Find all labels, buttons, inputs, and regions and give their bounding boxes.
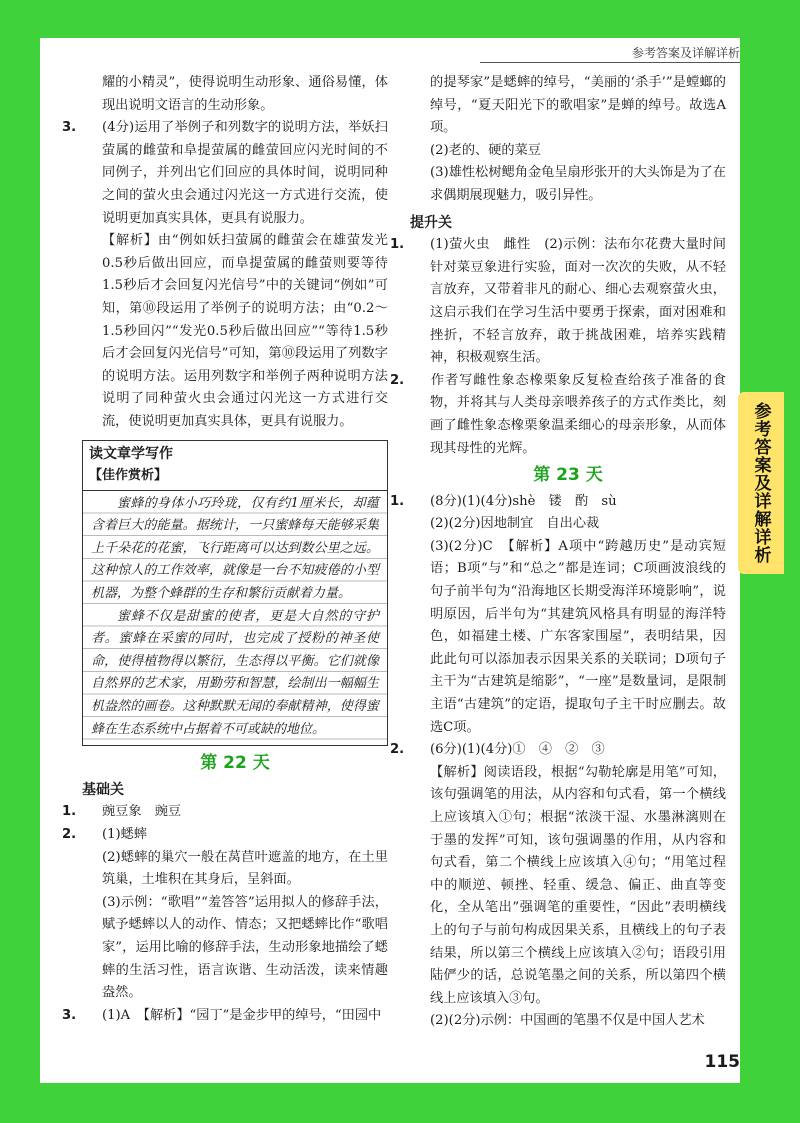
answer-text: (1)萤火虫 雌性 (2)示例：法布尔花费大量时间针对菜豆象进行实验，面对一次次的失败，从不轻言放弃，又带着非凡的耐心、细心去观察萤火虫，这启示我们在学习生活中要勇于探索，面对困难和挫折，不轻言放弃，敢于挑战困难，培养实践精神，积极观察生活。	[430, 237, 726, 366]
answer-text: (3)(2分)C 【解析】A项中“跨越历史”是动宾短语；B项“与”和“总之”都是连词；C项画波浪线的句子前半句为“沿海地区长期受海洋环境影响”，说明原因，后半句为“其建筑风格具有明显的海洋特色，如福建土楼、广东客家围屋”，表明结果，因此此句可以添加表示因果关系的关联词；D项句子主干为“古建筑是缩影”，“一座”是数量词，是限制主语“古建筑”的定语，提取句子主干时应删去。故选C项。	[430, 538, 726, 735]
side-tab: 参考答案及详解详析	[738, 392, 784, 574]
question-1	[390, 491, 726, 514]
left-column	[62, 72, 388, 1027]
answer-text: (8分)(1)(4分)shè 镂 酌 sù	[430, 493, 617, 509]
running-header: 参考答案及详解详析	[631, 46, 740, 60]
question-1	[62, 801, 388, 824]
question-1	[390, 234, 726, 370]
answer-text: (2)蟋蟀的巢穴一般在莴苣叶遮盖的地方，在土里筑巢，土堆积在其身后，呈斜面。	[102, 849, 388, 888]
question-number: 2.	[390, 372, 405, 388]
answer-text: (2)(2分)因地制宜 自出心裁	[430, 516, 600, 532]
section-heading: 提升关	[410, 214, 452, 231]
day-heading: 第 22 天	[200, 753, 270, 774]
answer-text: (1)A 【解析】“园丁”是金步甲的绰号，“田园中	[102, 1007, 382, 1023]
question-number: 3.	[62, 1007, 77, 1023]
question-2	[390, 739, 726, 762]
answer-text: (2)老的、硬的菜豆	[430, 142, 541, 158]
answer-text: (3)示例：“歌唱”“羞答答”运用拟人的修辞手法，赋予蟋蟀以人的动作、情态；又把蟋蟀比作“歌唱家”，运用比喻的修辞手法，生动形象地描绘了蟋蟀的生活习性，语言诙谐、生动活泼，读来情趣盎然。	[102, 894, 388, 1001]
question-number: 3.	[62, 120, 77, 136]
question-number: 1.	[390, 493, 405, 509]
answer-text: (4分)运用了举例子和列数字的说明方法，举妖扫萤属的雌萤和阜提萤属的雌萤回应闪光时间的不同例子，并列出它们回应的具体时间，说明同种之间的萤火虫会通过闪光这一方式进行交流，使说明更加真实具体，更具有说服力。	[102, 120, 388, 226]
page-number: 115	[704, 1052, 740, 1072]
question-number: 2.	[390, 742, 405, 758]
essay-paragraph: 蜜蜂的身体小巧玲珑，仅有约1厘米长，却蕴含着巨大的能量。据统计，一只蜜蜂每天能够采集上千朵花的花蜜，飞行距离可以达到数公里之远。这种惊人的工作效率，就像是一台不知疲倦的小型机器，为整个蜂群的生存和繁衍贡献着力量。	[91, 495, 379, 602]
question-3	[62, 117, 388, 230]
question-number: 2.	[62, 827, 77, 842]
answer-text: (3)雄性松树鳃角金龟呈扇形张开的大头饰是为了在求偶期展现魅力，吸引异性。	[430, 165, 726, 203]
header-rule	[480, 62, 740, 63]
analysis-text: 【解析】由“例如妖扫萤属的雌萤会在雄萤发光0.5秒后做出回应，而阜提萤属的雌萤则要等待1.5秒后才会回复闪光信号”中的关键词“例如”可知，第⑩段运用了举例子的说明方法；由“0.2～1.5秒回闪”“发光0.5秒后做出回应”“等待1.5秒后才会回复闪光信号”可知，第⑩段运用了列数字的说明方法。运用列数字和举例子两种说明方法说明了同种萤火虫会通过闪光这一方式进行交流，使说明更加真实具体，更具有说服力。	[102, 233, 388, 429]
box-body	[83, 490, 387, 744]
question-number: 1.	[62, 804, 77, 820]
right-column	[390, 72, 726, 1033]
essay-paragraph: 蜜蜂不仅是甜蜜的使者，更是大自然的守护者。蜜蜂在采蜜的同时，也完成了授粉的神圣使命，使得植物得以繁衍，生态得以平衡。它们就像自然界的艺术家，用勤劳和智慧，绘制出一幅幅生机盎然的画卷。这种默默无闻的奉献精神，使得蜜蜂在生态系统中占据着不可或缺的地位。	[91, 608, 379, 737]
paragraph: 耀的小精灵”，使得说明生动形象、通俗易懂，体现出说明文语言的生动形象。	[102, 75, 388, 113]
answer-text: (2)(2分)示例：中国画的笔墨不仅是中国人艺术	[430, 1013, 705, 1029]
analysis-text: 【解析】阅读语段，根据“勾勒轮廓是用笔”可知，该句强调笔的用法，从内容和句式看，第一个横线上应该填入①句；根据“浓淡干湿、水墨淋漓则在于墨的发挥”可知，该句强调墨的作用，从内容和句式看，第二个横线上应该填入④句；“用笔过程中的顺逆、顿挫、轻重、缓急、偏正、曲直等变化，全从笔出”强调笔的重要性，“因此”表明横线上的句子与前句构成因果关系，且横线上的句子表结果，所以第三个横线上应该填入②句；语段引用陆俨少的话，总说笔墨之间的关系，所以第四个横线上应该填入③句。	[430, 764, 726, 1006]
day-heading: 第 23 天	[533, 465, 603, 486]
answer-text: 豌豆象 豌豆	[102, 804, 182, 820]
answer-text: (1)蟋蟀	[102, 827, 148, 842]
question-number: 1.	[390, 237, 405, 253]
box-subtitle: 【佳作赏析】	[89, 468, 168, 484]
question-3	[62, 1005, 388, 1028]
answer-text: 作者写雌性象态橡栗象反复检查给孩子准备的食物，并将其与人类母亲喂养孩子的方式作类比，刻画了雌性象态橡栗象温柔细心的母亲形象，从而体现其母性的光辉。	[430, 372, 726, 456]
answer-text: 的提琴家”是蟋蟀的绰号，“美丽的‘杀手’”是螳螂的绰号，“夏天阳光下的歌唱家”是蝉的绰号。故选A项。	[430, 75, 726, 136]
writing-box	[82, 440, 388, 747]
section-heading: 基础关	[82, 781, 124, 798]
box-title: 读文章学写作	[89, 445, 173, 462]
question-2	[390, 370, 726, 460]
question-2	[62, 824, 388, 847]
answer-text: (6分)(1)(4分)① ④ ② ③	[430, 742, 605, 758]
